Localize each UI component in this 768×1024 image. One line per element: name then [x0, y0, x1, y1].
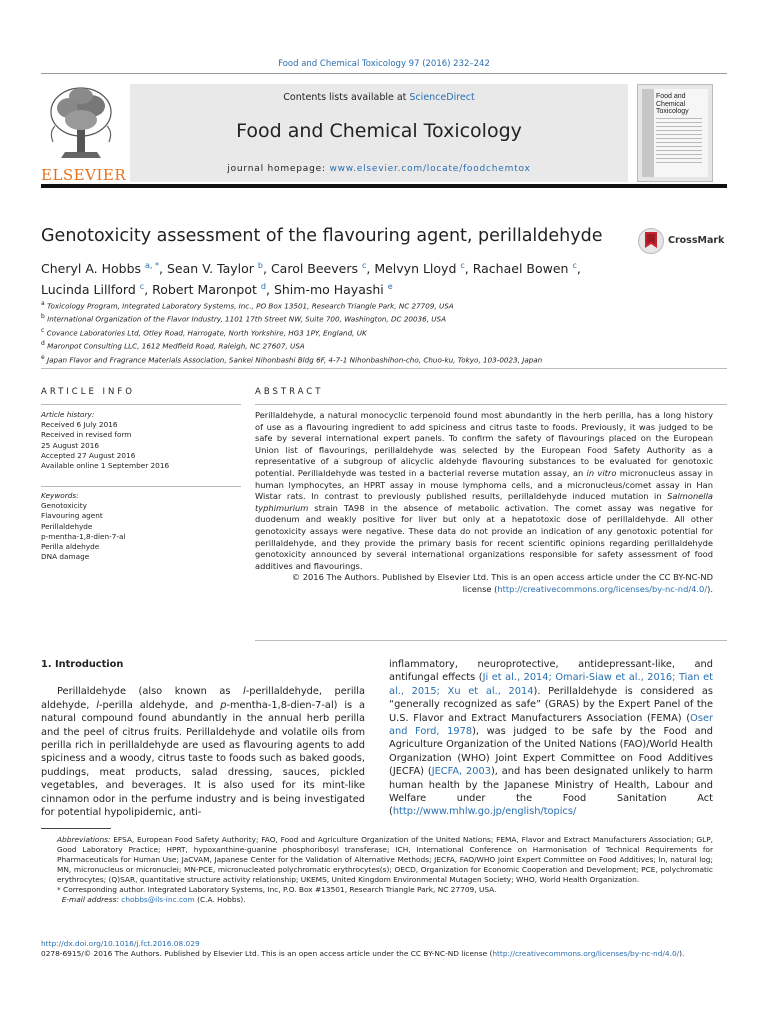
body-paragraph: [389, 658, 713, 819]
abstract-copyright: [255, 572, 713, 595]
journal-title: Food and Chemical Toxicology: [236, 120, 522, 142]
keyword: Perillaldehyde: [41, 521, 93, 531]
affiliation-marker: c: [41, 326, 45, 334]
history-item: 25 August 2016: [41, 440, 100, 450]
history-label: Article history:: [41, 410, 95, 419]
abstract-heading: ABSTRACT: [255, 387, 324, 397]
keywords-rule: [41, 486, 241, 487]
abstract-italic: Salmonella typhimurium: [255, 491, 713, 513]
journal-homepage: [130, 164, 628, 174]
keyword: DNA damage: [41, 552, 90, 562]
author-name[interactable]: Carol Beevers: [270, 261, 358, 277]
header-divider: [41, 73, 727, 74]
body-segment: ), and has been designated unlikely to harm human health by the Japanese Ministry of Health, Labour and Welfare under the Food Sanitation Act (: [389, 766, 713, 818]
body-column-left: [41, 658, 365, 819]
body-paragraph: [41, 685, 365, 819]
body-segment: ), was judged to be safe by the Food and Agriculture Organization of the United Nations (FAO)/World Health Organization (WHO) Joint Expert Committee on Food Additives (JECFA) (: [389, 726, 713, 778]
affiliation-marker: d: [41, 340, 45, 348]
contents-prefix: Contents lists available at: [283, 92, 410, 103]
header-thick-rule: [41, 184, 727, 188]
body-segment: -mentha-1,8-dien-7-al) is a natural compound found abundantly in the annual herb perilla and the peel of citrus fruits. Perillaldehyde and volatile oils from perilla rich in perillaldehyde are used as flavouring agents to add spiciness and a woody, citrus taste to foods such as baked goods, puddings, meat products, salad dressing, sauces, pickled vegetables, and beverages. It is also used for its mint-like cinnamon odor in the perfume industry and is being investigated for potential hypolipidemic, anti-: [41, 699, 366, 819]
footnotes: [41, 835, 713, 905]
author-name[interactable]: Rachael Bowen: [472, 261, 569, 277]
author-affil-ref[interactable]: c: [139, 282, 145, 292]
homepage-link[interactable]: www.elsevier.com/locate/foodchemtox: [329, 164, 531, 174]
author-affil-ref[interactable]: c: [361, 261, 367, 270]
keyword: Perilla aldehyde: [41, 542, 100, 552]
keywords: [41, 491, 241, 562]
cover-title: [656, 93, 689, 116]
author-affil-ref[interactable]: d: [260, 282, 266, 292]
homepage-label: journal homepage:: [227, 164, 330, 174]
url-link[interactable]: http://www.mhlw.go.jp/english/topics/: [392, 806, 577, 818]
keyword: p-mentha-1,8-dien-7-al: [41, 531, 126, 541]
keywords-label: Keywords:: [41, 491, 79, 500]
affiliation-text: International Organization of the Flavor Industry, 1101 17th Street NW, Suite 700, Washington, DC 20036, USA: [47, 314, 446, 324]
footnote-rule: [41, 828, 111, 829]
copyright-text: © 2016 The Authors. Published by Elsevier Ltd. This is an open access article under the CC BY-NC-ND: [291, 572, 713, 583]
cover-text-lines: [642, 115, 708, 163]
keyword: Flavouring agent: [41, 511, 103, 521]
body-column-right: [389, 658, 713, 819]
license-prefix: license (: [462, 583, 498, 594]
body-italic: l: [96, 699, 99, 711]
abstract-italic: in vitro: [586, 467, 617, 478]
corresponding-author-footnote: * Corresponding author. Integrated Laboratory Systems, Inc, P.O. Box #13501, Research Triangle Park, NC 27709, USA.: [57, 885, 497, 894]
keyword: Genotoxicity: [41, 501, 87, 511]
email-link[interactable]: chobbs@ils-inc.com: [121, 895, 195, 904]
author-line-1: Cheryl A. Hobbs $^{a, *}$, Sean V. Taylor $^b$, Carol Beevers $^c$, Melvyn Lloyd $^c$, Rachael Bowen $^c$,: [41, 261, 581, 277]
citation-link[interactable]: Oser and Ford, 1978: [389, 712, 713, 738]
license-suffix: ).: [707, 583, 713, 594]
article-info-rule: [41, 404, 241, 405]
sciencedirect-link[interactable]: ScienceDirect: [409, 92, 475, 103]
history-item: Received 6 July 2016: [41, 420, 118, 430]
affiliation-marker: e: [41, 353, 45, 361]
affiliation: [41, 311, 721, 324]
body-segment: -perilla aldehyde, and: [98, 699, 221, 711]
author-affil-ref[interactable]: b: [257, 261, 263, 270]
affiliation-text: Covance Laboratories Ltd, Otley Road, Harrogate, North Yorkshire, HG3 1PY, England, UK: [46, 328, 367, 338]
author-name[interactable]: Sean V. Taylor: [166, 261, 254, 277]
author-affil-ref[interactable]: c: [460, 261, 465, 270]
article-history: [41, 410, 241, 471]
affiliation-text: Japan Flavor and Fragrance Materials Association, Sankei Nihonbashi Bldg 6F, 4-7-1 Nihonbashihon-cho, Chuo-ku, Tokyo, 103-0023, Japan: [47, 354, 543, 364]
email-suffix: (C.A. Hobbs).: [194, 895, 246, 904]
abbreviations-label: Abbreviations:: [57, 835, 111, 844]
author-name[interactable]: Robert Maronpot: [152, 282, 257, 298]
author-line-2: Lucinda Lillford $^c$, Robert Maronpot $^d$, Shim-mo Hayashi $^e$: [41, 282, 393, 298]
doi-link[interactable]: http://dx.doi.org/10.1016/j.fct.2016.08.029: [41, 939, 200, 948]
email-footnote: [41, 895, 713, 905]
history-item: Received in revised form: [41, 430, 132, 440]
elsevier-logo[interactable]: [41, 82, 127, 184]
issn-suffix: ).: [679, 949, 685, 958]
history-item: Available online 1 September 2016: [41, 461, 170, 471]
affiliation: [41, 338, 721, 351]
author-affil-ref[interactable]: a, *: [145, 261, 160, 270]
affiliation-marker: a: [41, 300, 45, 307]
article-info-heading: ARTICLE INFO: [41, 387, 135, 397]
abstract-segment: strain TA98 in the absence of metabolic activation. The comet assay was negative for duodenum and weakly positive for liver but only at a hepatotoxic dose of perillaldehyde. All other genotoxicity assays were negative. These data do not provide an indication of any genotoxic potential for perillaldehyde, and they provide the primary basis for recent scientific opinions regarding perillaldehyde genotoxicity announced by several international organizations responsible for safety assessment of food additives and flavourings.: [255, 502, 713, 571]
affiliation-list: [41, 298, 721, 365]
abstract-text: [255, 410, 713, 596]
doi-block: [41, 939, 721, 959]
tree-icon: [41, 82, 121, 164]
affiliation-divider: [41, 368, 727, 369]
journal-banner: [130, 84, 628, 182]
author-name[interactable]: Lucinda Lillford: [41, 282, 136, 298]
journal-cover-thumbnail[interactable]: [637, 84, 713, 182]
author-list: [41, 257, 651, 299]
citation-line[interactable]: Food and Chemical Toxicology 97 (2016) 232–242: [278, 59, 490, 69]
affiliation: [41, 298, 721, 311]
cover-title-line: Chemical: [656, 100, 686, 108]
citation-link[interactable]: Ji et al., 2014; Omari-Siaw et al., 2016; Tian et al., 2015; Xu et al., 2014: [389, 672, 713, 697]
author-name[interactable]: Cheryl A. Hobbs: [41, 261, 142, 277]
crossmark-icon: [638, 228, 664, 254]
abstract-rule: [255, 404, 727, 405]
body-segment: inflammatory, neuroprotective, antidepressant-like, and antifungal effects (: [389, 659, 713, 684]
history-item: Accepted 27 August 2016: [41, 450, 136, 460]
section-heading-introduction: 1. Introduction: [41, 659, 124, 670]
abbreviations-footnote: [41, 835, 713, 885]
affiliation-text: Maronpot Consulting LLC, 1612 Medfield Road, Raleigh, NC 27607, USA: [47, 341, 305, 351]
issn-line: [41, 949, 721, 959]
cover-title-line: Food and: [656, 93, 686, 100]
affiliation: [41, 352, 721, 365]
abstract-paragraph: [255, 410, 713, 572]
affiliation: [41, 325, 721, 338]
author-affil-ref[interactable]: c: [572, 261, 577, 270]
body-segment: -perillaldehyde, perilla aldehyde,: [41, 686, 366, 711]
affiliation-text: Toxicology Program, Integrated Laboratory Systems, Inc., PO Box 13501, Research Triangle Park, NC 27709, USA: [46, 301, 454, 311]
abstract-end-rule: [255, 640, 727, 641]
issn-text: 0278-6915/© 2016 The Authors. Published by Elsevier Ltd. This is an open access article under the CC BY-NC-ND license (: [41, 949, 493, 958]
crossmark-label: CrossMark: [668, 235, 725, 246]
author-name[interactable]: Melvyn Lloyd: [374, 261, 457, 277]
contents-line: [130, 92, 628, 103]
author-affil-ref[interactable]: e: [387, 282, 393, 292]
crossmark-badge[interactable]: [638, 228, 725, 256]
abstract-segment: micronucleus assay in human lymphocytes, an HPRT assay in mouse lymphoma cells, and a micronucleus/comet assay in Han Wistar rats. In contrast to previously published results, perillaldehyde induced mutation in: [255, 467, 713, 502]
body-italic: p: [220, 699, 227, 711]
abstract-segment: Perillaldehyde, a natural monocyclic terpenoid found most abundantly in the herb perilla, has a long history of use as a flavouring ingredient to add spiciness and citrus taste to foods. Previously, it was judged to be safe by several international expert panels. To confirm the safety of flavourings placed on the European Union list of flavourings, perillaldehyde was selected by the European Food Safety Authority as a representative of a subgroup of alicyclic aldehyde flavouring substances to be evaluated for genotoxic potential. Perillaldehyde was tested in a bacterial reverse mutation assay, an: [255, 410, 713, 478]
citation-link[interactable]: JECFA, 2003: [431, 766, 491, 778]
author-name[interactable]: Shim-mo Hayashi: [273, 282, 384, 298]
body-segment: Perillaldehyde (also known as: [57, 686, 243, 698]
cover-page: [642, 89, 708, 177]
publisher-name: ELSEVIER: [41, 166, 127, 184]
body-segment: ). Perillaldehyde is considered as “generally recognized as safe” (GRAS) by the Expert Panel of the U.S. Flavor and Extract Manufacturers Association (FEMA) (: [389, 685, 713, 724]
email-label: E-mail address:: [61, 895, 119, 904]
abbreviations-text: EFSA, European Food Safety Authority; FAO, Food and Agriculture Organization of the United Nations; FEMA, Flavor and Extract Manufacturers Association; GLP, Good Laboratory Practice; HPRT, hypoxanthine-guanine phosphoribosyl transferase; ICH, International Conference on Harmonisation of Technical Requirements for Pharmaceuticals for Human Use; JaCVAM, Japanese Center for the Validation of Alternative Methods; JECFA, FAO/WHO Joint Expert Committee on Food Additives; ln, natural log; MN, micronucleus or micronuclei; MN-PCE, micronucleated polychromatic erythrocytes(s); OECD, Organization for Economic Cooperation and Development; PCE, polychromatic erythrocytes; (Q)SAR, quantitative structure activity relationship; UKEMS, United Kingdom Environmental Mutagen Society; WHO, World Health Organization.: [57, 835, 713, 884]
cover-title-line: Toxicology: [656, 108, 689, 115]
issn-license-link[interactable]: http://creativecommons.org/licenses/by-nc-nd/4.0/: [492, 949, 680, 958]
article-title: Genotoxicity assessment of the flavouring agent, perillaldehyde: [41, 226, 603, 246]
license-link[interactable]: http://creativecommons.org/licenses/by-nc-nd/4.0/: [497, 583, 708, 594]
body-italic: l: [242, 686, 246, 698]
affiliation-marker: b: [41, 313, 45, 321]
